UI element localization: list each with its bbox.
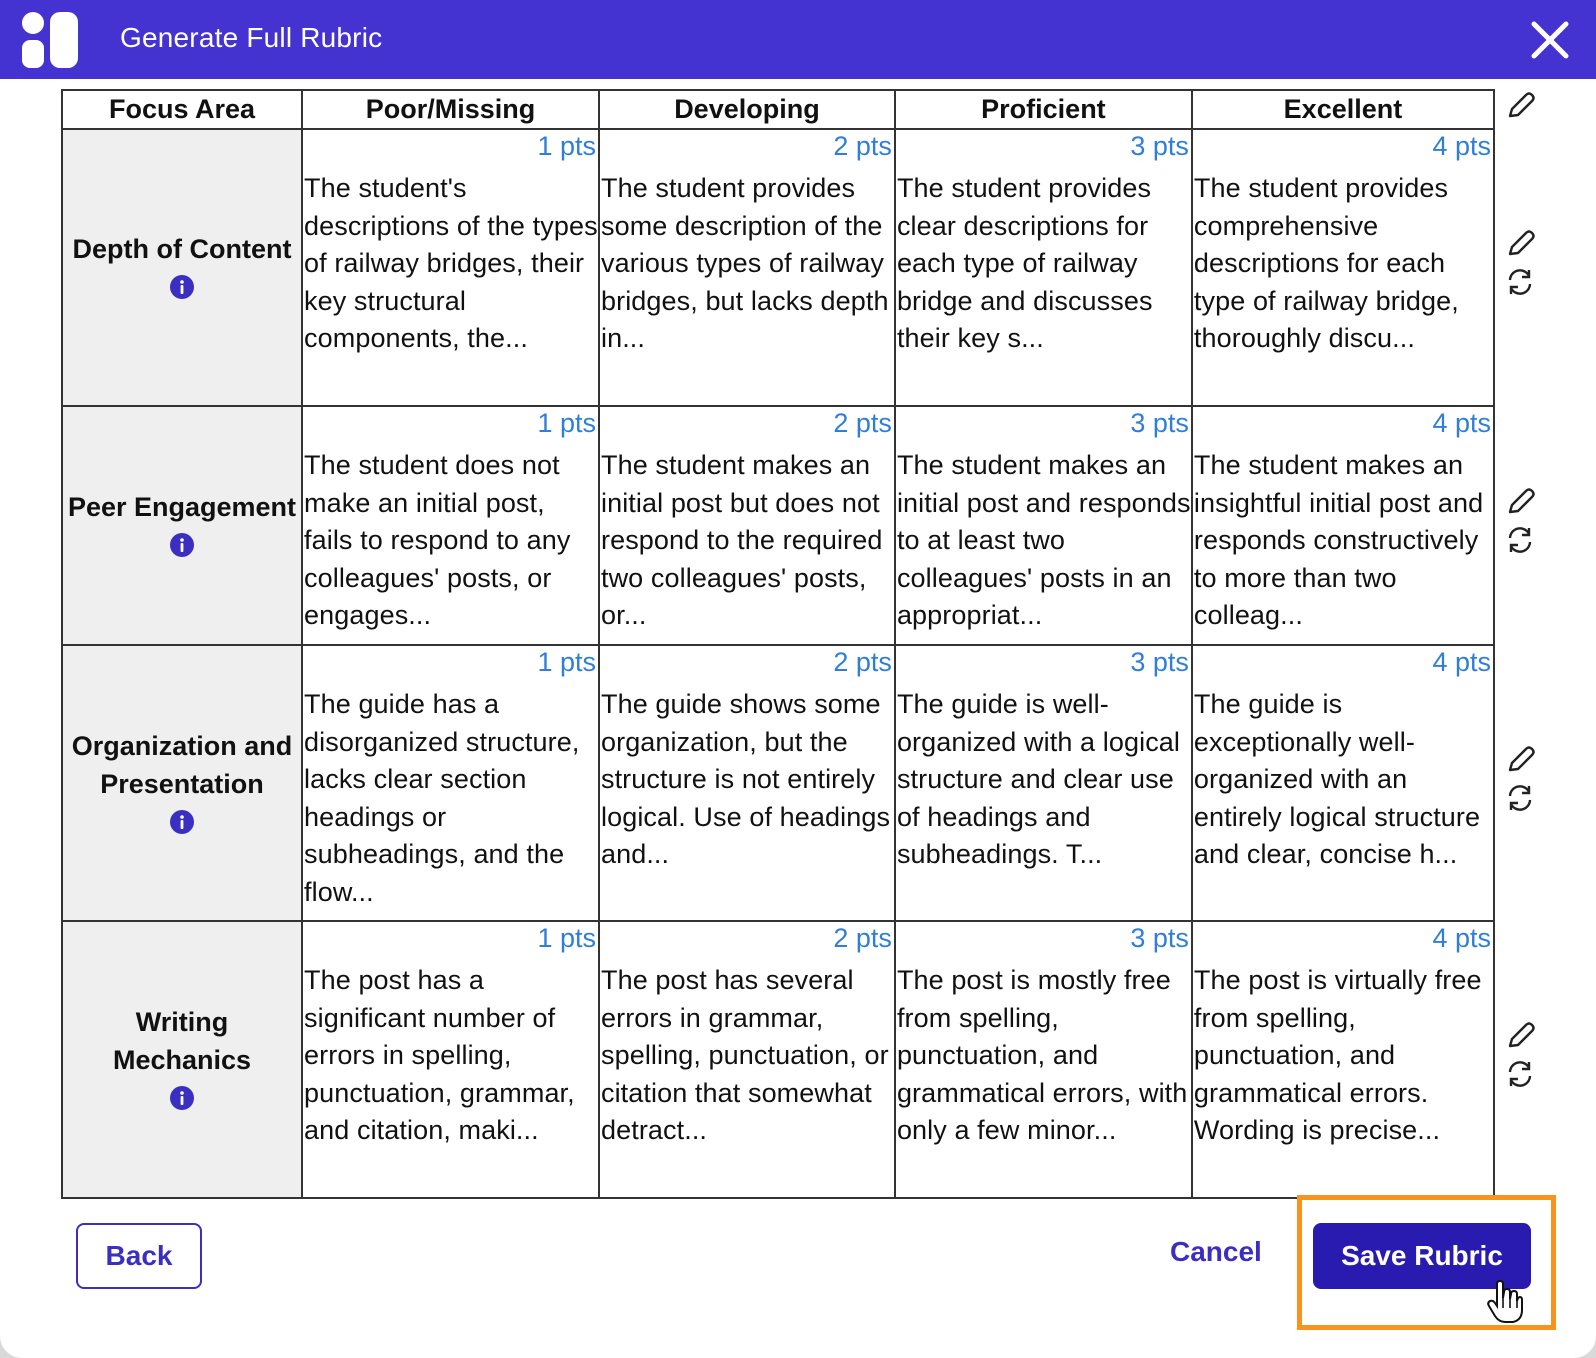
focus-area-cell: [62, 406, 302, 645]
criterion-description: The guide shows some organization, but the structure is not entirely logical. Use of headings and...: [600, 689, 891, 869]
criterion-cell: [895, 129, 1192, 406]
criterion-description: The student's descriptions of the types of railway bridges, their key structural components, the...: [304, 173, 598, 353]
criterion-description: The post has a significant number of errors in spelling, punctuation, grammar, and citation, maki...: [304, 965, 575, 1145]
focus-area-name: Organization and Presentation: [71, 730, 293, 799]
edit-row-pencil-icon[interactable]: [1504, 744, 1536, 776]
points-label: 1 pts: [537, 647, 596, 677]
focus-area-cell: [62, 645, 302, 921]
criterion-description: The post is virtually free from spelling, punctuation, and grammatical errors. Wording is precise...: [1193, 965, 1482, 1145]
points-label: 4 pts: [1432, 647, 1491, 677]
criterion-description: The student makes an insightful initial post and responds constructively to more than two colleag...: [1193, 450, 1484, 630]
edit-row-pencil-icon[interactable]: [1504, 486, 1536, 518]
criterion-cell: [895, 921, 1192, 1198]
edit-row-pencil-icon[interactable]: [1504, 228, 1536, 260]
table-row: [62, 129, 1494, 406]
focus-area-name: Writing Mechanics: [112, 1007, 252, 1075]
criterion-description: The student provides comprehensive descriptions for each type of railway bridge, thoroughly discu...: [1193, 173, 1459, 353]
points-label: 4 pts: [1432, 923, 1491, 953]
edit-row-pencil-icon[interactable]: [1504, 1020, 1536, 1052]
dialog-title: Generate Full Rubric: [120, 22, 383, 53]
criterion-cell: [599, 129, 895, 406]
criterion-description: The post has several errors in grammar, spelling, punctuation, or citation that somewhat detract...: [600, 965, 889, 1145]
criterion-cell: [599, 406, 895, 645]
hand-cursor-icon: [1487, 1280, 1523, 1324]
close-icon[interactable]: [1530, 20, 1570, 60]
criterion-cell: [895, 645, 1192, 921]
criterion-description: The guide has a disorganized structure, lacks clear section headings or subheadings, and the flow...: [304, 689, 580, 907]
info-icon[interactable]: [169, 1085, 195, 1111]
criterion-description: The guide is well-organized with a logical structure and clear use of headings and subheadings. T...: [896, 689, 1181, 869]
points-label: 1 pts: [537, 923, 596, 953]
column-header: Developing: [599, 90, 895, 129]
focus-area-cell: [62, 921, 302, 1198]
regenerate-icon[interactable]: [1504, 524, 1536, 556]
table-header-row: [62, 90, 1494, 129]
column-header: Focus Area: [62, 90, 302, 129]
column-header: Proficient: [895, 90, 1192, 129]
points-label: 3 pts: [1130, 923, 1189, 953]
criterion-cell: [302, 406, 599, 645]
points-label: 4 pts: [1432, 131, 1491, 161]
criterion-description: The student does not make an initial post, fails to respond to any colleagues' posts, or engages...: [304, 450, 571, 630]
criterion-cell: [1192, 921, 1494, 1198]
criterion-description: The guide is exceptionally well-organized with an entirely logical structure and clear, concise h...: [1193, 689, 1481, 869]
rubric-table: [61, 89, 1495, 1199]
dialog-header: [0, 0, 1596, 79]
criterion-cell: [302, 645, 599, 921]
table-row: [62, 921, 1494, 1198]
criterion-cell: [1192, 406, 1494, 645]
regenerate-icon[interactable]: [1504, 782, 1536, 814]
info-icon[interactable]: [169, 532, 195, 558]
criterion-description: The student makes an initial post but does not respond to the required two colleagues' posts, or...: [600, 450, 883, 630]
back-button[interactable]: Back: [76, 1223, 202, 1289]
points-label: 2 pts: [833, 647, 892, 677]
criterion-cell: [895, 406, 1192, 645]
points-label: 3 pts: [1130, 647, 1189, 677]
criterion-description: The post is mostly free from spelling, punctuation, and grammatical errors, with only a few minor...: [896, 965, 1188, 1145]
points-label: 2 pts: [833, 408, 892, 438]
app-logo-icon: [20, 10, 80, 70]
column-header: Poor/Missing: [302, 90, 599, 129]
focus-area-cell: [62, 129, 302, 406]
criterion-description: The student provides clear descriptions for each type of railway bridge and discusses their key s...: [896, 173, 1153, 353]
criterion-description: The student makes an initial post and responds to at least two colleagues' posts in an appropriat...: [896, 450, 1191, 630]
criterion-cell: [302, 921, 599, 1198]
focus-area-name: Peer Engagement: [67, 492, 297, 522]
points-label: 4 pts: [1432, 408, 1491, 438]
table-row: [62, 645, 1494, 921]
focus-area-name: Depth of Content: [72, 234, 292, 264]
criterion-cell: [302, 129, 599, 406]
table-row: [62, 406, 1494, 645]
points-label: 1 pts: [537, 408, 596, 438]
points-label: 3 pts: [1130, 408, 1189, 438]
points-label: 3 pts: [1130, 131, 1189, 161]
criterion-cell: [1192, 129, 1494, 406]
regenerate-icon[interactable]: [1504, 1058, 1536, 1090]
cancel-button[interactable]: Cancel: [1170, 1236, 1262, 1267]
criterion-cell: [1192, 645, 1494, 921]
edit-header-pencil-icon[interactable]: [1504, 90, 1536, 122]
save-rubric-button[interactable]: Save Rubric: [1313, 1223, 1531, 1289]
column-header: Excellent: [1192, 90, 1494, 129]
points-label: 2 pts: [833, 923, 892, 953]
criterion-description: The student provides some description of the various types of railway bridges, but lacks depth in...: [600, 173, 889, 353]
regenerate-icon[interactable]: [1504, 266, 1536, 298]
info-icon[interactable]: [169, 274, 195, 300]
criterion-cell: [599, 645, 895, 921]
points-label: 2 pts: [833, 131, 892, 161]
info-icon[interactable]: [169, 809, 195, 835]
criterion-cell: [599, 921, 895, 1198]
points-label: 1 pts: [537, 131, 596, 161]
